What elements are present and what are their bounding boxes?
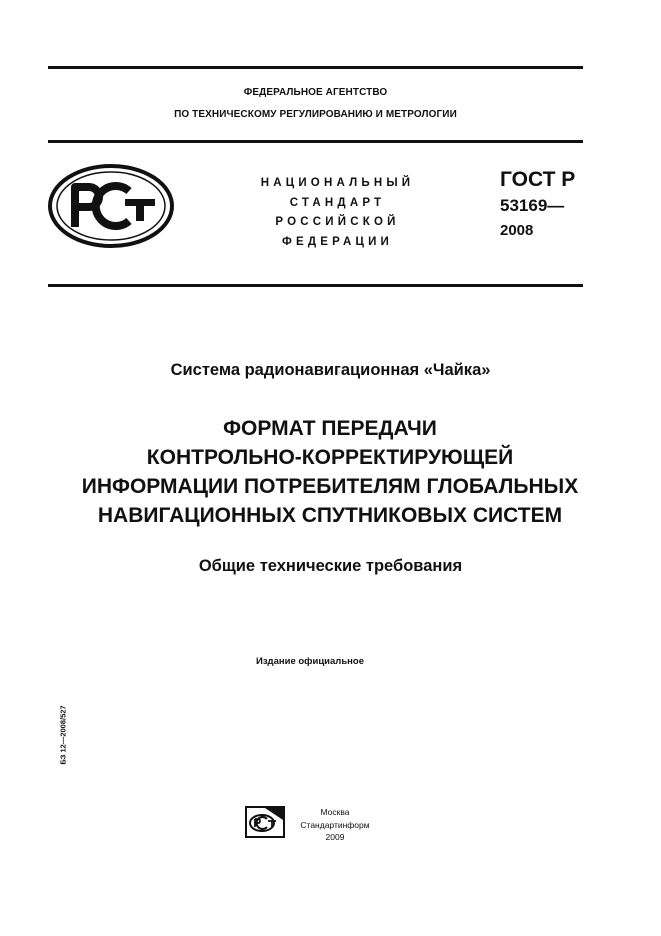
header-bottom-rule	[48, 284, 583, 287]
title-line-4: НАВИГАЦИОННЫХ СПУТНИКОВЫХ СИСТЕМ	[97, 504, 563, 527]
top-rule	[48, 66, 583, 69]
publisher-city: Москва	[320, 807, 350, 817]
agency-line-2: ПО ТЕХНИЧЕСКОМУ РЕГУЛИРОВАНИЮ И МЕТРОЛОГИИ	[174, 109, 457, 120]
header-top-rule	[48, 140, 583, 143]
document-subtitle: Общие технические требования	[198, 557, 463, 575]
national-standard-line-1: НАЦИОНАЛЬНЫЙ	[260, 177, 415, 189]
publisher-name: Стандартинформ	[300, 819, 370, 830]
edition-label: Издание официальное	[256, 656, 364, 667]
national-standard-line-2: СТАНДАРТ	[289, 196, 386, 209]
title-line-2: КОНТРОЛЬНО-КОРРЕКТИРУЮЩЕЙ	[146, 446, 514, 469]
title-line-3: ИНФОРМАЦИИ ПОТРЕБИТЕЛЯМ ГЛОБАЛЬНЫХ	[81, 475, 579, 498]
standartinform-logo-icon	[245, 806, 285, 838]
gost-r-emblem-icon	[47, 163, 175, 249]
document-title	[30, 414, 630, 530]
publisher-block	[290, 806, 380, 844]
agency-line-1: ФЕДЕРАЛЬНОЕ АГЕНТСТВО	[243, 87, 388, 98]
national-standard-block	[245, 174, 430, 252]
designation-year: 2008	[500, 222, 534, 239]
title-line-1: ФОРМАТ ПЕРЕДАЧИ	[223, 417, 437, 440]
national-standard-line-4: ФЕДЕРАЦИИ	[281, 235, 394, 248]
side-note: БЗ 12—2008/527	[58, 705, 68, 765]
system-name: Система радионавигационная «Чайка»	[170, 361, 491, 379]
publisher-year: 2009	[325, 832, 345, 842]
national-standard-line-3: РОССИЙСКОЙ	[275, 216, 400, 228]
designation-prefix: ГОСТ Р	[500, 168, 576, 191]
designation-number: 53169—	[500, 196, 565, 215]
